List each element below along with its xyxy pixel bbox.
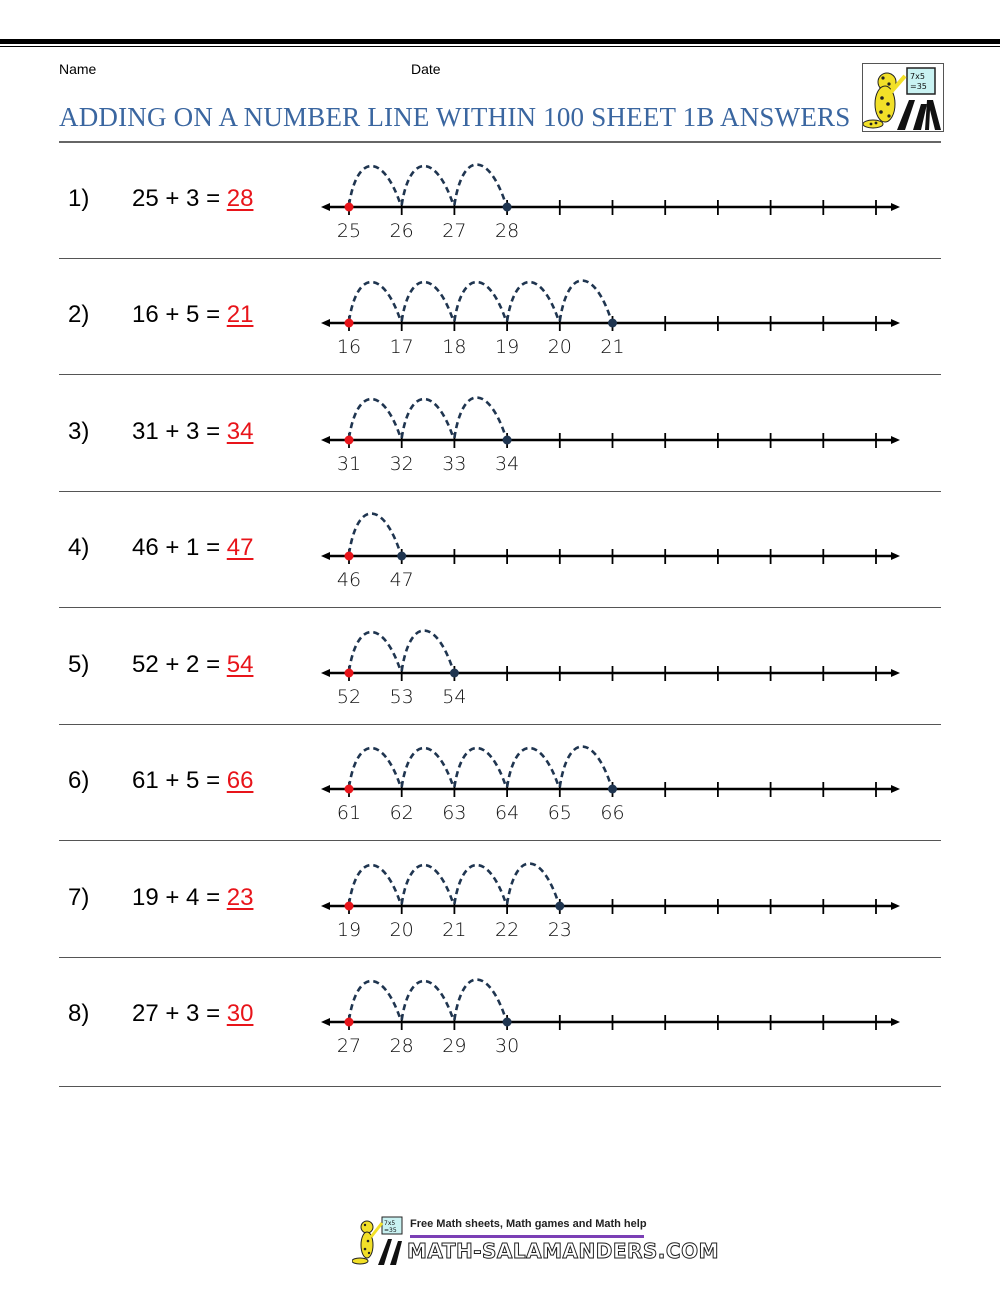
question-expression	[132, 884, 253, 912]
question-expression	[132, 185, 253, 213]
question-number: 6)	[68, 767, 90, 794]
start-point-dot	[345, 902, 354, 911]
end-point-dot	[608, 785, 617, 794]
arrow-right-icon	[891, 785, 900, 793]
tick-label: 31	[336, 453, 362, 475]
tick-label: 27	[336, 1035, 362, 1057]
equation-text: 25 + 3 =	[132, 185, 221, 212]
footer-tagline: Free Math sheets, Math games and Math help	[410, 1218, 647, 1230]
equation-text: 19 + 4 =	[132, 884, 221, 911]
question-number: 2)	[68, 301, 90, 328]
date-label: Date	[411, 61, 441, 77]
tick-label: 33	[442, 453, 467, 475]
svg-text:7x5: 7x5	[384, 1220, 396, 1227]
tick-label: 32	[389, 453, 414, 475]
start-point-dot	[345, 319, 354, 328]
footer-branding	[352, 1215, 719, 1270]
question-expression	[132, 418, 253, 446]
question-expression	[132, 767, 253, 795]
question-number: 3)	[68, 418, 90, 445]
question-row	[0, 957, 1000, 1073]
jump-arc	[507, 864, 559, 905]
tick-label: 25	[336, 220, 362, 242]
arrow-left-icon	[321, 669, 330, 677]
tick-label: 27	[442, 220, 467, 242]
jump-arc	[454, 748, 506, 787]
number-line	[300, 375, 920, 491]
tick-label: 65	[547, 802, 572, 824]
jump-arc	[507, 748, 559, 787]
jump-arc	[560, 281, 612, 322]
end-point-dot	[608, 319, 617, 328]
equation-text: 16 + 5 =	[132, 301, 221, 328]
jump-arc	[402, 748, 454, 787]
jump-arc	[507, 282, 559, 321]
jump-arc	[402, 865, 454, 904]
question-expression	[132, 534, 253, 562]
tick-label: 30	[495, 1035, 520, 1057]
answer-value: 34	[226, 418, 254, 445]
tick-label: 26	[389, 220, 414, 242]
jump-arc	[349, 399, 401, 438]
name-label: Name	[59, 61, 97, 77]
page-title: ADDING ON A NUMBER LINE WITHIN 100 SHEET 1B ANSWERS	[59, 102, 851, 132]
arrow-left-icon	[321, 902, 330, 910]
number-line	[300, 957, 920, 1073]
number-line	[300, 841, 920, 957]
jump-arc	[454, 282, 506, 321]
question-expression	[132, 301, 253, 329]
question-row	[0, 841, 1000, 957]
arrow-left-icon	[321, 319, 330, 327]
equation-text: 31 + 3 =	[132, 418, 221, 445]
top-rule	[0, 39, 1000, 44]
question-number: 4)	[68, 534, 90, 561]
question-number: 8)	[68, 1000, 90, 1027]
tick-label: 20	[547, 336, 572, 358]
equation-text: 52 + 2 =	[132, 651, 221, 678]
equation-text: 61 + 5 =	[132, 767, 221, 794]
tick-label: 53	[389, 686, 414, 708]
end-point-dot	[397, 552, 406, 561]
number-line	[300, 258, 920, 374]
answer-value: 28	[226, 185, 254, 212]
answer-value: 30	[226, 1000, 254, 1027]
tick-label: 52	[336, 686, 362, 708]
arrow-left-icon	[321, 552, 330, 560]
row-divider	[59, 1086, 941, 1087]
start-point-dot	[345, 785, 354, 794]
jump-arc	[349, 865, 401, 904]
tick-label: 46	[336, 569, 362, 591]
number-line	[300, 491, 920, 607]
start-point-dot	[345, 1018, 354, 1027]
arrow-left-icon	[321, 203, 330, 211]
question-row	[0, 608, 1000, 724]
jump-arc	[454, 398, 506, 439]
number-line	[300, 724, 920, 840]
jump-arc	[454, 980, 506, 1021]
jump-arc	[402, 282, 454, 321]
tick-label: 64	[495, 802, 520, 824]
salamander-logo-icon	[352, 1215, 408, 1270]
footer-divider	[410, 1235, 644, 1238]
jump-arc	[349, 282, 401, 321]
tick-label: 19	[495, 336, 520, 358]
question-expression	[132, 1000, 253, 1028]
arrow-left-icon	[321, 436, 330, 444]
arrow-right-icon	[891, 552, 900, 560]
question-expression	[132, 651, 253, 679]
jump-arc	[402, 166, 454, 205]
number-line	[300, 142, 920, 258]
end-point-dot	[450, 669, 459, 678]
svg-text:7x5: 7x5	[910, 72, 925, 81]
arrow-left-icon	[321, 1018, 330, 1026]
arrow-right-icon	[891, 902, 900, 910]
tick-label: 19	[336, 919, 362, 941]
arrow-right-icon	[891, 436, 900, 444]
svg-text:=35: =35	[910, 82, 927, 91]
jump-arc	[349, 632, 401, 671]
tick-label: 66	[600, 802, 625, 824]
tick-label: 21	[442, 919, 467, 941]
arrow-right-icon	[891, 203, 900, 211]
jump-arc	[402, 631, 454, 672]
equation-text: 27 + 3 =	[132, 1000, 221, 1027]
start-point-dot	[345, 436, 354, 445]
arrow-right-icon	[891, 319, 900, 327]
tick-label: 61	[336, 802, 362, 824]
question-row	[0, 724, 1000, 840]
tick-label: 28	[389, 1035, 414, 1057]
start-point-dot	[345, 203, 354, 212]
jump-arc	[402, 981, 454, 1020]
question-row	[0, 258, 1000, 374]
jump-arc	[349, 514, 401, 555]
tick-label: 23	[547, 919, 572, 941]
question-row	[0, 375, 1000, 491]
tick-label: 21	[600, 336, 625, 358]
arrow-right-icon	[891, 1018, 900, 1026]
tick-label: 17	[389, 336, 414, 358]
end-point-dot	[503, 203, 512, 212]
footer-site-link[interactable]: MATH-SALAMANDERS.COM	[407, 1239, 719, 1263]
start-point-dot	[345, 552, 354, 561]
jump-arc	[349, 981, 401, 1020]
question-row	[0, 491, 1000, 607]
svg-text:=35: =35	[384, 1227, 397, 1234]
tick-label: 18	[442, 336, 467, 358]
jump-arc	[402, 399, 454, 438]
tick-label: 47	[389, 569, 414, 591]
end-point-dot	[503, 436, 512, 445]
question-number: 7)	[68, 884, 90, 911]
top-rule-thin	[0, 46, 1000, 47]
jump-arc	[560, 747, 612, 788]
answer-value: 54	[226, 651, 254, 678]
tick-label: 16	[336, 336, 362, 358]
tick-label: 54	[442, 686, 467, 708]
answer-value: 66	[226, 767, 254, 794]
jump-arc	[349, 748, 401, 787]
question-number: 1)	[68, 185, 90, 212]
equation-text: 46 + 1 =	[132, 534, 221, 561]
answer-value: 23	[226, 884, 254, 911]
tick-label: 29	[442, 1035, 467, 1057]
jump-arc	[349, 166, 401, 205]
arrow-right-icon	[891, 669, 900, 677]
jump-arc	[454, 165, 506, 206]
tick-label: 20	[389, 919, 414, 941]
jump-arc	[454, 865, 506, 904]
arrow-left-icon	[321, 785, 330, 793]
tick-label: 28	[495, 220, 520, 242]
tick-label: 63	[442, 802, 467, 824]
tick-label: 34	[495, 453, 520, 475]
tick-label: 22	[495, 919, 520, 941]
tick-label: 62	[389, 802, 414, 824]
end-point-dot	[503, 1018, 512, 1027]
end-point-dot	[555, 902, 564, 911]
question-row	[0, 142, 1000, 258]
salamander-logo-icon	[862, 63, 944, 132]
question-number: 5)	[68, 651, 90, 678]
start-point-dot	[345, 669, 354, 678]
answer-value: 47	[226, 534, 254, 561]
number-line	[300, 608, 920, 724]
answer-value: 21	[226, 301, 254, 328]
